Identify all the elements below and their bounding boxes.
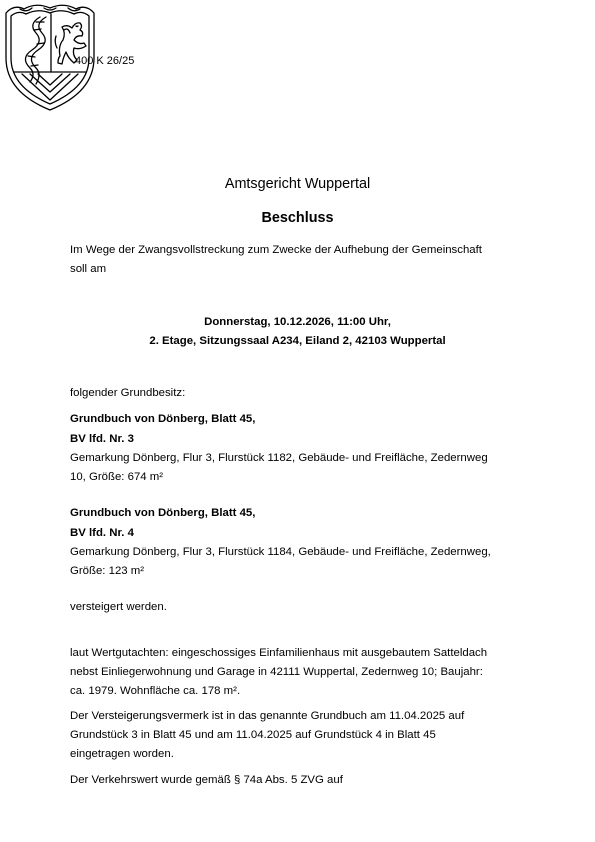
auction-statement: versteigert werden. [70,601,167,613]
appraisal-line: ca. 1979. Wohnfläche ca. 178 m². [70,685,241,697]
property-title: Grundbuch von Dönberg, Blatt 45, [70,507,256,519]
property-description: Gemarkung Dönberg, Flur 3, Flurstück 1184, Gebäude- und Freifläche, Zedernweg, [70,546,491,558]
registration-line: Der Versteigerungsvermerk ist in das genannte Grundbuch am 11.04.2025 auf [70,710,465,722]
registration-line: Grundstück 3 in Blatt 45 und am 11.04.2025 auf Grundstück 4 in Blatt 45 [70,729,436,741]
file-reference: 400 K 26/25 [75,55,135,67]
appointment-place: 2. Etage, Sitzungssaal A234, Eiland 2, 42103 Wuppertal [149,335,446,347]
property-intro: folgender Grundbesitz: [70,387,186,399]
property-description: Größe: 123 m² [70,565,145,577]
appraisal-line: nebst Einliegerwohnung und Garage in 42111 Wuppertal, Zedernweg 10; Baujahr: [70,666,483,678]
intro-line: Im Wege der Zwangsvollstreckung zum Zwecke der Aufhebung der Gemeinschaft [70,244,482,256]
property-title: Grundbuch von Dönberg, Blatt 45, [70,413,256,425]
registration-line: eingetragen worden. [70,748,174,760]
property-bv-number: BV lfd. Nr. 4 [70,527,134,539]
property-description: 10, Größe: 674 m² [70,471,164,483]
market-value-line: Der Verkehrswert wurde gemäß § 74a Abs. 5 ZVG auf [70,774,343,786]
court-name: Amtsgericht Wuppertal [224,176,371,192]
intro-line: soll am [70,263,107,275]
appraisal-line: laut Wertgutachten: eingeschossiges Einfamilienhaus mit ausgebautem Satteldach [70,647,488,659]
document-title: Beschluss [261,210,334,226]
appointment-date: Donnerstag, 10.12.2026, 11:00 Uhr, [204,316,391,328]
property-bv-number: BV lfd. Nr. 3 [70,433,134,445]
property-description: Gemarkung Dönberg, Flur 3, Flurstück 1182, Gebäude- und Freifläche, Zedernweg [70,452,488,464]
